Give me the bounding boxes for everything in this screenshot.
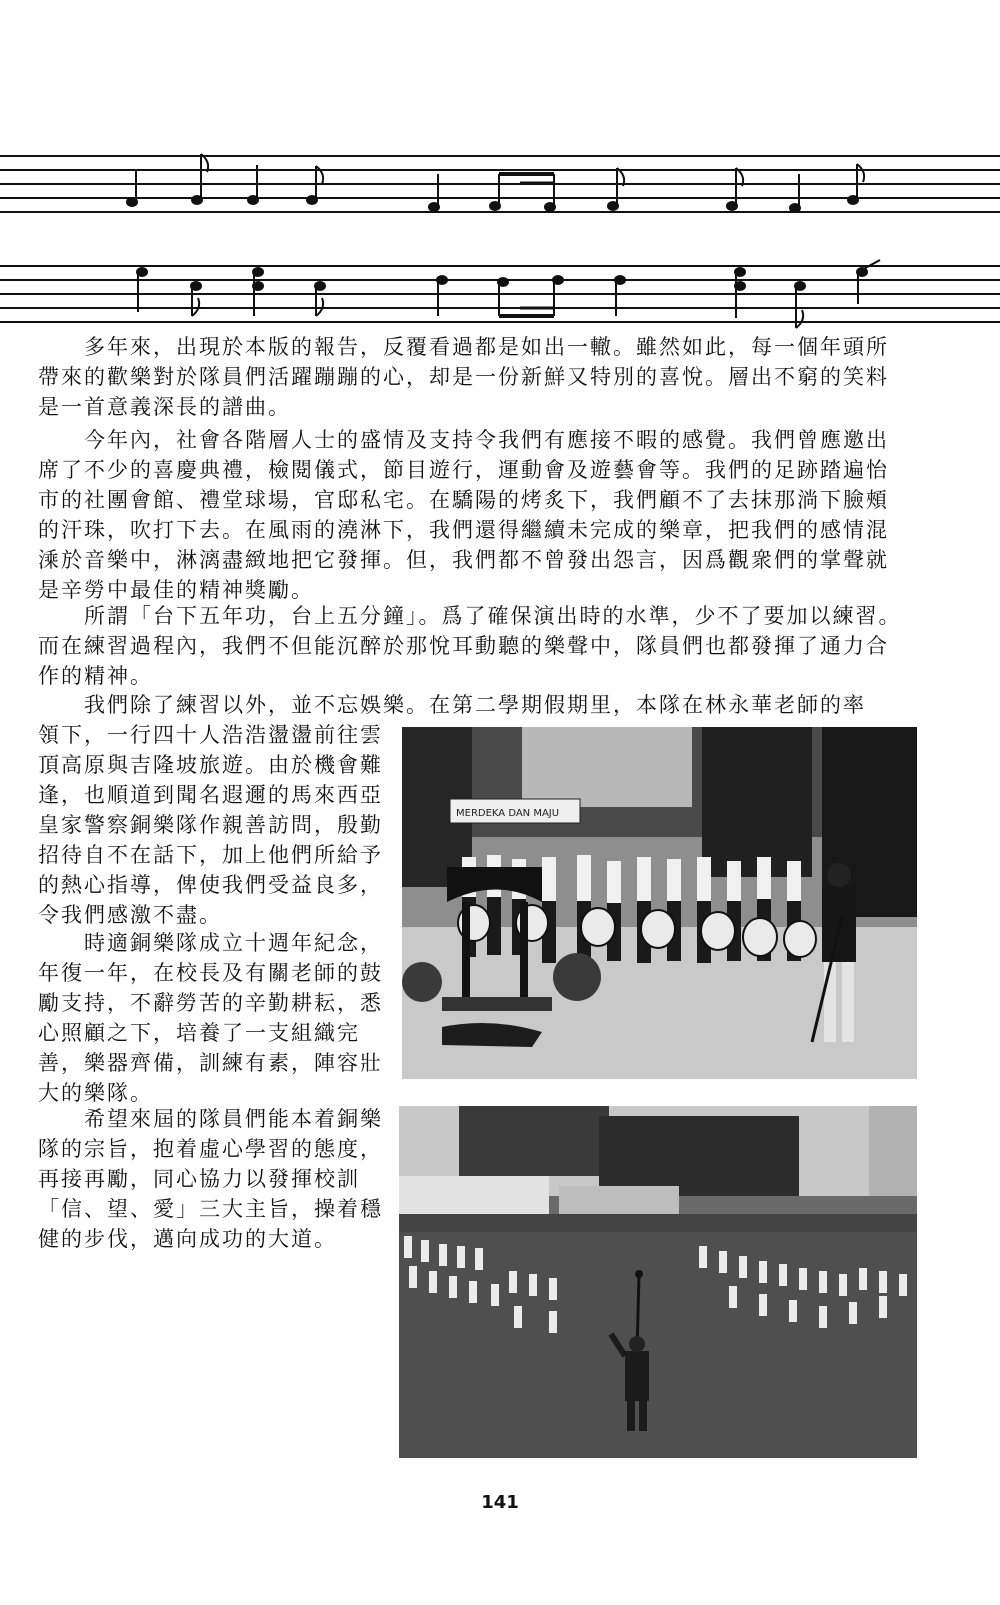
article-paragraph-4-continued: 領下，一行四十人浩浩盪盪前往雲頂高原與吉隆坡旅遊。由於機會難逢，也順道到聞名遐邇的馬來西亞皇家警察銅樂隊作親善訪問，殷勤招待自不在話下，加上他們所給予的熱心指導，俾使我們受益良多，令我們感激不盡。 [38,723,383,927]
band-formation-photo-image [399,1106,917,1458]
band-formation-photo [399,1106,917,1458]
article-paragraph-4: 我們除了練習以外，並不忘娛樂。在第二學期假期里，本隊在林永華老師的率 [84,693,866,717]
music-staff-top [0,150,1000,220]
marching-band-photo [402,727,917,1079]
music-staff-top-graphic [0,150,1000,220]
music-staff-bottom [0,258,1000,334]
article-paragraph-2: 今年內，社會各階層人士的盛情及支持令我們有應接不暇的感覺。我們曾應邀出席了不少的喜慶典禮，檢閱儀式，節目遊行，運動會及遊藝會等。我們的足跡踏遍怡市的社團會館、禮堂球場，官邸私宅。在驕陽的烤炙下，我們顧不了去抹那淌下臉頰的汗珠，吹打下去。在風雨的澆淋下，我們還得繼續未完成的樂章，把我們的感情混溗於音樂中，淋漓盡緻地把它發揮。但，我們都不曾發出怨言，因爲觀衆們的掌聲就是辛勞中最佳的精神獎勵。 [38,428,889,602]
page-number: 141 [481,1492,519,1513]
article-paragraph-1: 多年來，出現於本版的報告，反覆看過都是如出一轍。雖然如此，每一個年頭所帶來的歡樂對於隊員們活躍蹦蹦的心，却是一份新鮮又特別的喜悅。層出不窮的笑料是一首意義深長的譜曲。 [38,335,889,419]
marching-band-photo-image [402,727,917,1079]
article-paragraph-5: 時適銅樂隊成立十週年紀念，年復一年，在校長及有關老師的鼓勵支持，不辭勞苦的辛勤耕耘，悉心照顧之下，培養了一支組織完善，樂器齊備，訓練有素，陣容壯大的樂隊。 [38,931,383,1105]
article-paragraph-6: 希望來屆的隊員們能本着銅樂隊的宗旨，抱着虛心學習的態度，再接再勵，同心協力以發揮校訓「信、望、愛」三大主旨，操着穩健的步伐，邁向成功的大道。 [38,1107,383,1251]
banner-text: MERDEKA DAN MAJU [456,808,560,819]
article-paragraph-3: 所謂「台下五年功，台上五分鐘」。爲了確保演出時的水準，少不了要加以練習。而在練習過程內，我們不但能沉醉於那悅耳動聽的樂聲中，隊員們也都發揮了通力合作的精神。 [38,604,902,688]
music-staff-bottom-graphic [0,258,1000,334]
